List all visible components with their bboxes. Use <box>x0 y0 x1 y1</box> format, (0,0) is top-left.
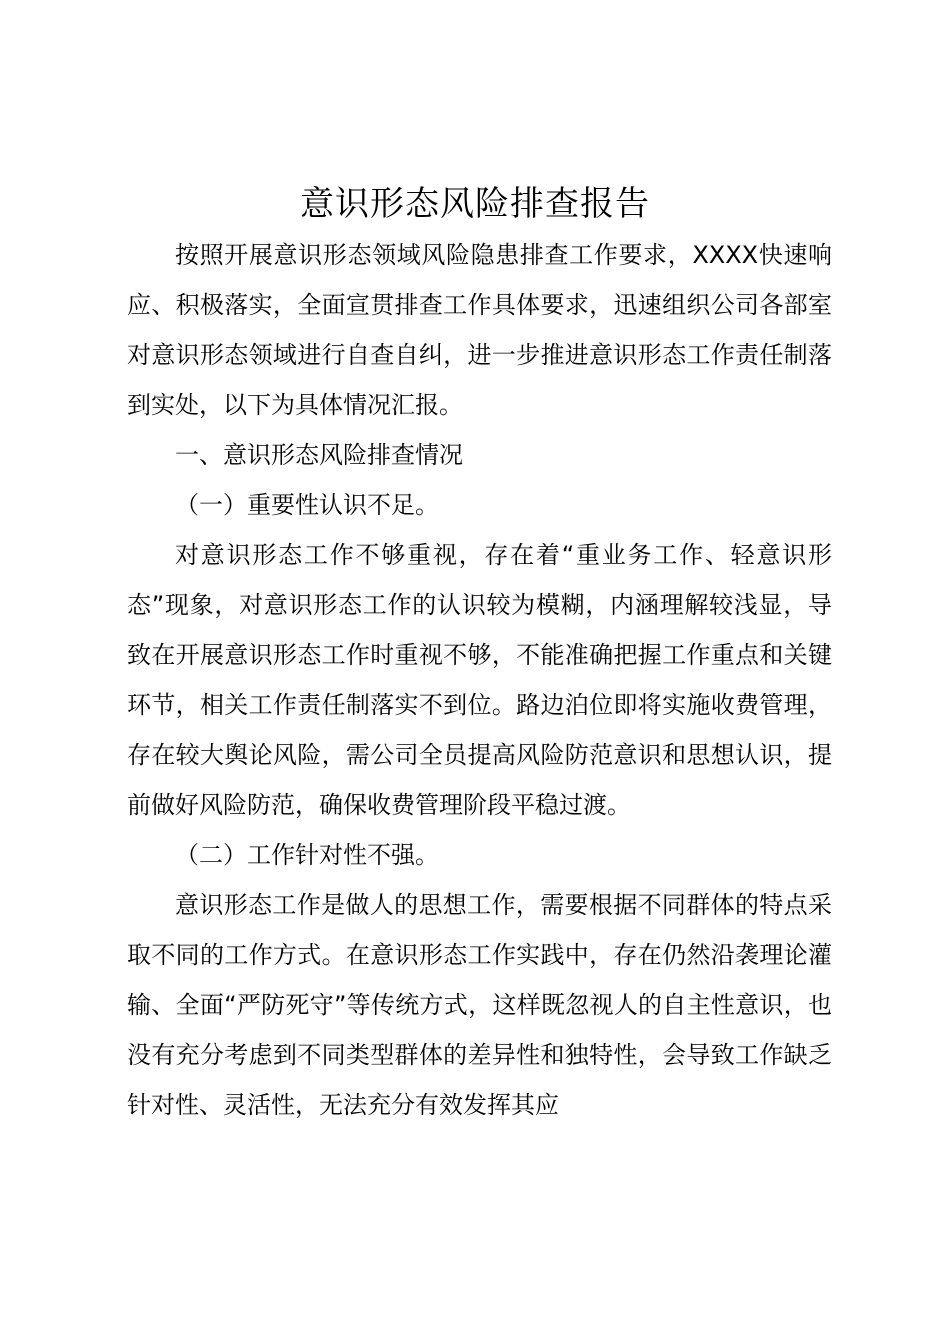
subsection-heading-2: （二）工作针对性不强。 <box>175 841 439 869</box>
section-heading-1: 一、意识形态风险排查情况 <box>175 441 463 469</box>
paragraph-subsection-2: 意识形态工作是做人的思想工作，需要根据不同群体的特点采取不同的工作方式。在意识形态工作实践中，存在仍然沿袭理论灌输、全面“严防死守”等传统方式，这样既忽视人的自主性意识，也没有充分考虑到不同类型群体的差异性和独特性，会导致工作缺乏针对性、灵活性，无法充分有效发挥其应 <box>127 891 832 1119</box>
document-body <box>127 230 832 1130</box>
paragraph-subsection-1: 对意识形态工作不够重视，存在着“重业务工作、轻意识形态”现象，对意识形态工作的认识较为模糊，内涵理解较浅显，导致在开展意识形态工作时重视不够，不能准确把握工作重点和关键环节，相关工作责任制落实不到位。路边泊位即将实施收费管理，存在较大舆论风险，需公司全员提高风险防范意识和思想认识，提前做好风险防范，确保收费管理阶段平稳过渡。 <box>127 541 832 819</box>
paragraph-intro: 按照开展意识形态领域风险隐患排查工作要求，XXXX快速响应、积极落实，全面宣贯排查工作具体要求，迅速组织公司各部室对意识形态领域进行自查自纠，进一步推进意识形态工作责任制落到实处，以下为具体情况汇报。 <box>127 241 832 419</box>
subsection-heading-1: （一）重要性认识不足。 <box>175 491 439 519</box>
document-title: 意识形态风险排查报告 <box>300 184 650 224</box>
